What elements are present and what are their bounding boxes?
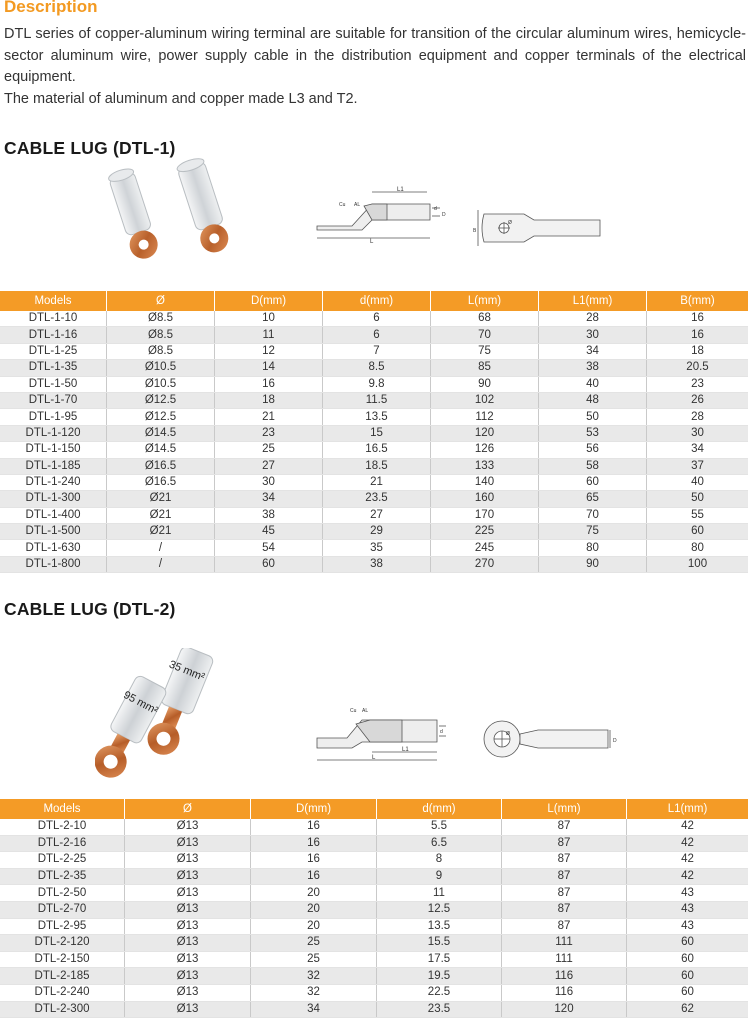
table-cell: Ø13 [125, 852, 251, 869]
table-cell: 29 [323, 524, 431, 540]
table-cell: DTL-1-10 [0, 311, 107, 327]
table-cell: 55 [647, 507, 749, 523]
table-cell: 32 [251, 968, 377, 985]
table-row [0, 918, 748, 935]
table-cell: 15.5 [377, 935, 502, 952]
table-cell: 60 [627, 984, 749, 1001]
table-cell: 111 [502, 935, 627, 952]
table-cell: 48 [539, 392, 647, 408]
table-cell: / [107, 556, 215, 572]
table-cell: 16 [647, 327, 749, 343]
table-row [0, 984, 748, 1001]
table-cell: Ø13 [125, 1001, 251, 1018]
diagram-label-b: B [473, 228, 477, 234]
table-cell: 80 [539, 540, 647, 556]
dtl1-col-d: d(mm) [323, 291, 431, 311]
diagram2-label-l: L [372, 755, 376, 761]
table-cell: 11 [215, 327, 323, 343]
table-cell: DTL-2-35 [0, 868, 125, 885]
table-cell: 23.5 [323, 491, 431, 507]
table-row [0, 474, 748, 490]
table-cell: 54 [215, 540, 323, 556]
diagram-label-cu: Cu [339, 202, 346, 208]
table-cell: 65 [539, 491, 647, 507]
table-cell: 13.5 [377, 918, 502, 935]
table-row [0, 491, 748, 507]
table-row [0, 409, 748, 425]
table-cell: 50 [647, 491, 749, 507]
table-cell: 9.8 [323, 376, 431, 392]
table-cell: 70 [431, 327, 539, 343]
table-cell: DTL-1-630 [0, 540, 107, 556]
table-row [0, 392, 748, 408]
table-row [0, 425, 748, 441]
table-cell: 102 [431, 392, 539, 408]
table-cell: 20 [251, 885, 377, 902]
table-cell: DTL-2-150 [0, 951, 125, 968]
table-cell: 28 [539, 311, 647, 327]
table-row [0, 311, 748, 327]
dtl2-col-L: L(mm) [502, 799, 627, 819]
table-cell: DTL-1-800 [0, 556, 107, 572]
table-cell: Ø13 [125, 984, 251, 1001]
table-cell: 11.5 [323, 392, 431, 408]
table-cell: 35 [323, 540, 431, 556]
table-cell: DTL-1-16 [0, 327, 107, 343]
table-cell: 140 [431, 474, 539, 490]
table-row [0, 819, 748, 835]
table-cell: 42 [627, 852, 749, 869]
dtl2-product-photo [95, 648, 255, 790]
table-cell: 30 [215, 474, 323, 490]
table-cell: DTL-2-185 [0, 968, 125, 985]
table-cell: 18.5 [323, 458, 431, 474]
table-cell: 23 [215, 425, 323, 441]
table-cell: 8.5 [323, 360, 431, 376]
table-cell: / [107, 540, 215, 556]
table-cell: DTL-1-185 [0, 458, 107, 474]
dtl1-col-phi: Ø [107, 291, 215, 311]
table-cell: 116 [502, 968, 627, 985]
table-row [0, 376, 748, 392]
table-cell: 245 [431, 540, 539, 556]
table-cell: Ø13 [125, 935, 251, 952]
table-cell: 21 [215, 409, 323, 425]
table-cell: 16 [251, 868, 377, 885]
dtl2-col-phi: Ø [125, 799, 251, 819]
dtl1-col-models: Models [0, 291, 107, 311]
table-row [0, 835, 748, 852]
table-cell: 40 [647, 474, 749, 490]
dtl1-col-L1: L1(mm) [539, 291, 647, 311]
table-cell: 30 [647, 425, 749, 441]
table-row [0, 968, 748, 985]
table-cell: 12.5 [377, 901, 502, 918]
table-cell: Ø10.5 [107, 360, 215, 376]
table-cell: 13.5 [323, 409, 431, 425]
table-cell: 27 [323, 507, 431, 523]
table-cell: Ø12.5 [107, 392, 215, 408]
table-cell: 87 [502, 835, 627, 852]
table-cell: 42 [627, 835, 749, 852]
table-cell: 16 [647, 311, 749, 327]
table-cell: 25 [251, 935, 377, 952]
description-paragraph-2: The material of aluminum and copper made L3 and T2. [4, 90, 358, 107]
table-cell: 75 [539, 524, 647, 540]
table-cell: 90 [539, 556, 647, 572]
table-cell: 17.5 [377, 951, 502, 968]
table-cell: 75 [431, 343, 539, 359]
table-cell: Ø13 [125, 901, 251, 918]
table-cell: 38 [215, 507, 323, 523]
table-row [0, 556, 748, 572]
table-cell: Ø13 [125, 951, 251, 968]
dtl1-col-B: B(mm) [647, 291, 749, 311]
table-cell: 34 [647, 442, 749, 458]
table-cell: 27 [215, 458, 323, 474]
dtl2-side-diagram [312, 702, 452, 764]
table-cell: 53 [539, 425, 647, 441]
table-cell: 43 [627, 901, 749, 918]
table-cell: 16 [215, 376, 323, 392]
table-cell: 26 [647, 392, 749, 408]
table-cell: 60 [627, 951, 749, 968]
table-row [0, 360, 748, 376]
table-cell: Ø8.5 [107, 327, 215, 343]
table-cell: Ø14.5 [107, 442, 215, 458]
table-cell: 10 [215, 311, 323, 327]
dtl2-heading: CABLE LUG (DTL-2) [4, 599, 176, 619]
table-cell: Ø21 [107, 524, 215, 540]
dtl1-header-row [0, 291, 748, 311]
table-row [0, 442, 748, 458]
dtl2-top-diagram [478, 716, 623, 762]
diagram2-label-D: D [613, 738, 617, 744]
table-cell: 19.5 [377, 968, 502, 985]
dtl1-side-diagram [312, 186, 452, 244]
table-cell: Ø16.5 [107, 474, 215, 490]
table-cell: 23.5 [377, 1001, 502, 1018]
table-cell: 30 [539, 327, 647, 343]
table-cell: 112 [431, 409, 539, 425]
table-row [0, 507, 748, 523]
table-cell: DTL-1-120 [0, 425, 107, 441]
table-row [0, 524, 748, 540]
photo-label-95: 95 mm² [121, 689, 160, 718]
table-cell: DTL-2-16 [0, 835, 125, 852]
dtl2-col-L1: L1(mm) [627, 799, 749, 819]
table-cell: 120 [502, 1001, 627, 1018]
table-cell: 87 [502, 918, 627, 935]
table-row [0, 868, 748, 885]
table-cell: DTL-2-25 [0, 852, 125, 869]
dtl1-product-photo [100, 158, 260, 283]
table-row [0, 885, 748, 902]
table-cell: 56 [539, 442, 647, 458]
table-cell: Ø14.5 [107, 425, 215, 441]
table-cell: DTL-2-240 [0, 984, 125, 1001]
table-cell: Ø21 [107, 491, 215, 507]
table-cell: 40 [539, 376, 647, 392]
table-cell: 270 [431, 556, 539, 572]
table-cell: 16 [251, 819, 377, 835]
table-cell: 68 [431, 311, 539, 327]
table-cell: 20 [251, 918, 377, 935]
table-cell: 5.5 [377, 819, 502, 835]
table-row [0, 343, 748, 359]
dtl1-col-L: L(mm) [431, 291, 539, 311]
table-cell: 87 [502, 852, 627, 869]
table-row [0, 951, 748, 968]
table-cell: 34 [215, 491, 323, 507]
table-cell: DTL-1-70 [0, 392, 107, 408]
diagram2-label-phi: Ø [506, 731, 510, 737]
table-cell: 22.5 [377, 984, 502, 1001]
table-cell: 85 [431, 360, 539, 376]
table-cell: 60 [215, 556, 323, 572]
table-cell: 18 [647, 343, 749, 359]
table-row [0, 327, 748, 343]
table-cell: 23 [647, 376, 749, 392]
table-cell: 16.5 [323, 442, 431, 458]
table-cell: Ø13 [125, 918, 251, 935]
table-cell: 111 [502, 951, 627, 968]
table-cell: DTL-2-70 [0, 901, 125, 918]
table-cell: 25 [251, 951, 377, 968]
table-cell: 100 [647, 556, 749, 572]
table-cell: 20.5 [647, 360, 749, 376]
table-cell: 133 [431, 458, 539, 474]
dtl1-heading: CABLE LUG (DTL-1) [4, 138, 176, 158]
table-cell: 45 [215, 524, 323, 540]
dtl2-col-D: D(mm) [251, 799, 377, 819]
lug-photo-left [106, 166, 161, 262]
dtl1-col-D: D(mm) [215, 291, 323, 311]
table-cell: DTL-2-300 [0, 1001, 125, 1018]
dtl2-col-models: Models [0, 799, 125, 819]
table-cell: Ø12.5 [107, 409, 215, 425]
table-cell: DTL-1-400 [0, 507, 107, 523]
table-cell: Ø13 [125, 968, 251, 985]
table-cell: 11 [377, 885, 502, 902]
table-cell: 62 [627, 1001, 749, 1018]
table-cell: DTL-1-35 [0, 360, 107, 376]
table-cell: DTL-1-150 [0, 442, 107, 458]
description-paragraph-1: DTL series of copper-aluminum wiring terminal are suitable for transition of the circular aluminum wires, hemicycle-sector aluminum wire, power supply cable in the distribution equipment and copper terminals of the electrical equipment. [4, 26, 746, 85]
table-cell: 34 [251, 1001, 377, 1018]
table-cell: 42 [627, 868, 749, 885]
dtl1-spec-table [0, 291, 748, 573]
table-cell: DTL-1-300 [0, 491, 107, 507]
table-cell: DTL-1-95 [0, 409, 107, 425]
table-cell: 87 [502, 885, 627, 902]
table-cell: 43 [627, 885, 749, 902]
table-cell: DTL-1-50 [0, 376, 107, 392]
table-cell: 6 [323, 311, 431, 327]
table-cell: 80 [647, 540, 749, 556]
table-cell: 70 [539, 507, 647, 523]
lug-photo-right [176, 158, 232, 256]
table-cell: Ø10.5 [107, 376, 215, 392]
table-cell: 9 [377, 868, 502, 885]
table-cell: 28 [647, 409, 749, 425]
table-row [0, 540, 748, 556]
dtl2-spec-table [0, 799, 748, 1018]
diagram-label-d-small: d [434, 206, 437, 212]
table-row [0, 458, 748, 474]
table-row [0, 1001, 748, 1018]
dtl1-table-body [0, 311, 748, 573]
table-cell: 32 [251, 984, 377, 1001]
table-cell: 8 [377, 852, 502, 869]
dtl2-col-d: d(mm) [377, 799, 502, 819]
table-cell: Ø13 [125, 868, 251, 885]
table-cell: 16 [251, 835, 377, 852]
table-cell: 37 [647, 458, 749, 474]
table-cell: 126 [431, 442, 539, 458]
table-cell: DTL-1-25 [0, 343, 107, 359]
table-cell: 60 [627, 968, 749, 985]
table-cell: 21 [323, 474, 431, 490]
table-cell: 170 [431, 507, 539, 523]
table-cell: 18 [215, 392, 323, 408]
table-cell: 12 [215, 343, 323, 359]
table-cell: 38 [323, 556, 431, 572]
table-cell: Ø8.5 [107, 343, 215, 359]
description-text [4, 24, 746, 110]
dtl1-top-diagram [470, 208, 610, 248]
table-cell: 38 [539, 360, 647, 376]
table-cell: Ø21 [107, 507, 215, 523]
table-cell: 58 [539, 458, 647, 474]
table-cell: 60 [539, 474, 647, 490]
table-cell: 15 [323, 425, 431, 441]
diagram-label-l: L [370, 239, 374, 244]
diagram2-label-al: AL [362, 708, 369, 714]
diagram2-label-cu: Cu [350, 708, 357, 714]
table-cell: 87 [502, 868, 627, 885]
table-cell: 34 [539, 343, 647, 359]
table-cell: 42 [627, 819, 749, 835]
table-cell: 25 [215, 442, 323, 458]
table-cell: DTL-2-10 [0, 819, 125, 835]
table-cell: Ø13 [125, 835, 251, 852]
table-row [0, 935, 748, 952]
diagram2-label-d: d [440, 729, 443, 735]
dtl2-table-body [0, 819, 748, 1018]
table-cell: 50 [539, 409, 647, 425]
diagram-label-l1: L1 [397, 187, 404, 193]
table-cell: DTL-2-50 [0, 885, 125, 902]
table-cell: Ø16.5 [107, 458, 215, 474]
diagram2-label-l1: L1 [402, 747, 409, 753]
table-cell: 6 [323, 327, 431, 343]
table-cell: 6.5 [377, 835, 502, 852]
table-cell: Ø8.5 [107, 311, 215, 327]
table-cell: 116 [502, 984, 627, 1001]
description-title: Description [4, 0, 98, 16]
table-cell: 160 [431, 491, 539, 507]
table-cell: 20 [251, 901, 377, 918]
table-row [0, 852, 748, 869]
table-cell: DTL-2-95 [0, 918, 125, 935]
table-cell: 120 [431, 425, 539, 441]
table-cell: 87 [502, 819, 627, 835]
table-cell: 14 [215, 360, 323, 376]
diagram-label-al: AL [354, 202, 361, 208]
table-cell: DTL-1-500 [0, 524, 107, 540]
table-cell: 43 [627, 918, 749, 935]
table-cell: 60 [647, 524, 749, 540]
table-cell: 90 [431, 376, 539, 392]
table-cell: 7 [323, 343, 431, 359]
dtl2-header-row [0, 799, 748, 819]
table-cell: Ø13 [125, 819, 251, 835]
table-row [0, 901, 748, 918]
table-cell: DTL-2-120 [0, 935, 125, 952]
table-cell: 60 [627, 935, 749, 952]
table-cell: 87 [502, 901, 627, 918]
table-cell: DTL-1-240 [0, 474, 107, 490]
table-cell: 225 [431, 524, 539, 540]
diagram-label-D: D [442, 212, 446, 218]
table-cell: Ø13 [125, 885, 251, 902]
photo-label-35: 35 mm² [167, 658, 207, 684]
diagram-label-phi: Ø [508, 220, 512, 226]
table-cell: 16 [251, 852, 377, 869]
